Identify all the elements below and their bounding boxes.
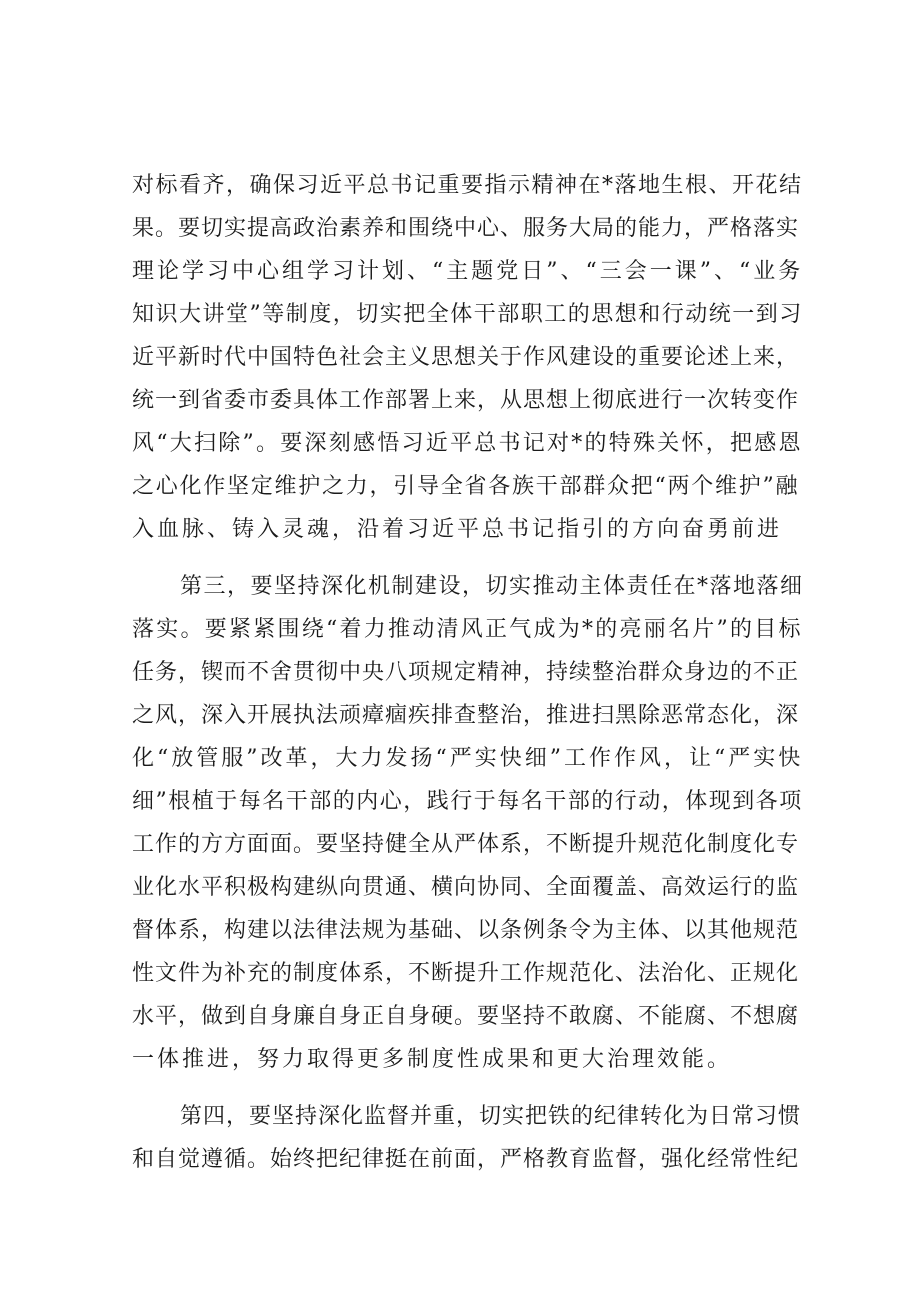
text-line: 任务，锲而不舍贯彻中央八项规定精神，持续整治群众身边的不正 [132,660,800,685]
text-line: 第三，要坚持深化机制建设，切实推动主体责任在*落地落细 [180,574,804,599]
text-line: 第四，要坚持深化监督并重，切实把铁的纪律转化为日常习惯 [180,1104,802,1129]
text-line: 性文件为补充的制度体系，不断提升工作规范化、法治化、正规化 [132,961,800,986]
text-line: 细”根植于每名干部的内心，践行于每名干部的行动，体现到各项 [132,789,803,814]
text-line: 果。要切实提高政治素养和围绕中心、服务大局的能力，严格落实 [132,216,800,241]
text-line: 统一到省委市委具体工作部署上来，从思想上彻底进行一次转变作 [132,388,800,413]
paragraph-third-point [132,565,804,1081]
text-line: 知识大讲堂”等制度，切实把全体干部职工的思想和行动统一到习 [132,302,803,327]
text-line: 督体系，构建以法律法规为基础、以条例条令为主体、以其他规范 [132,918,800,943]
text-line: 一体推进，努力取得更多制度性成果和更大治理效能。 [132,1047,733,1072]
text-line: 理论学习中心组学习计划、“主题党日”、“三会一课”、“业务 [132,259,804,284]
text-line: 化“放管服”改革，大力发扬“严实快细”工作作风，让“严实快 [132,746,804,771]
text-line: 入血脉、铸入灵魂，沿着习近平总书记指引的方向奋勇前进 [132,517,783,542]
text-line: 工作的方方面面。要坚持健全从严体系，不断提升规范化制度化专 [132,832,800,857]
paragraph-spacer [132,551,804,565]
text-line: 之风，深入开展执法顽瘴痼疾排查整治，推进扫黑除恶常态化，深 [132,703,800,728]
text-line: 和自觉遵循。始终把纪律挺在前面，严格教育监督，强化经常性纪 [132,1147,800,1172]
text-line: 对标看齐，确保习近平总书记重要指示精神在*落地生根、开花结 [132,173,803,198]
text-line: 业化水平积极构建纵向贯通、横向协同、全面覆盖、高效运行的监 [132,875,800,900]
document-body [132,164,804,1181]
paragraph-fourth-point [132,1095,804,1181]
paragraph-continuation [132,164,804,551]
text-line: 水平，做到自身廉自身正自身硬。要坚持不敢腐、不能腐、不想腐 [132,1004,800,1029]
text-line: 近平新时代中国特色社会主义思想关于作风建设的重要论述上来， [132,345,800,370]
text-line: 之心化作坚定维护之力，引导全省各族干部群众把“两个维护”融 [132,474,800,499]
paragraph-spacer [132,1081,804,1095]
text-line: 风“大扫除”。要深刻感悟习近平总书记对*的特殊关怀，把感恩 [132,431,803,456]
text-line: 落实。要紧紧围绕“着力推动清风正气成为*的亮丽名片”的目标 [132,617,803,642]
